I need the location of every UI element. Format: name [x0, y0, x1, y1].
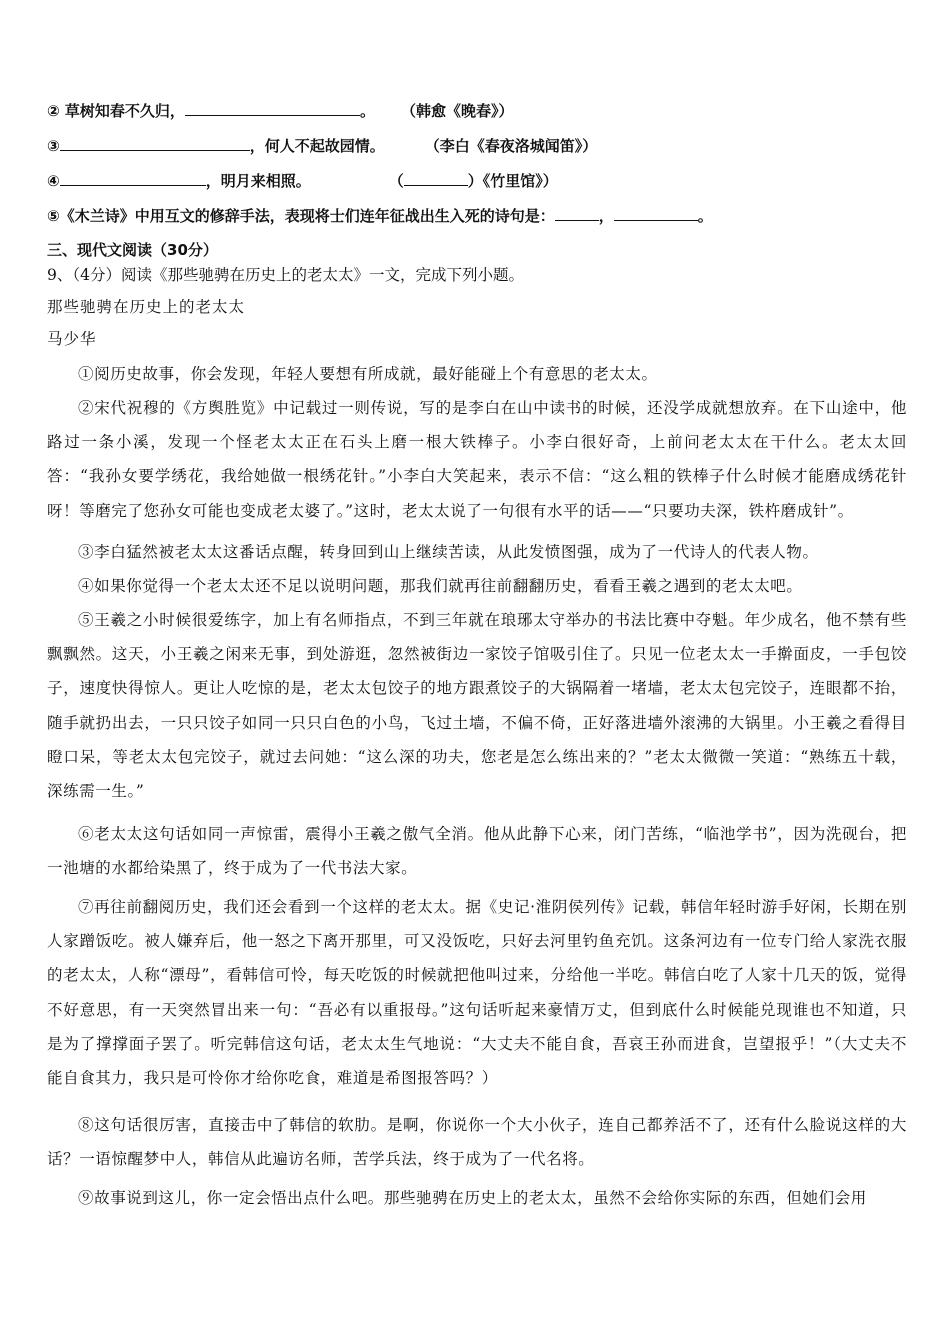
q5-answer-blank-1[interactable] [555, 206, 599, 221]
paragraph-6: ⑥老太太这句话如同一声惊雷，震得小王羲之傲气全消。他从此静下心来，闭门苦练，“临池学书”，因为洗砚台，把一池塘的水都给染黑了，终于成为了一代书法大家。 [47, 825, 907, 878]
q2-source: （韩愈《晚春》） [400, 102, 514, 120]
paragraph-8: ⑧这句话很厉害，直接击中了韩信的软肋。是啊，你说你一个大小伙子，连自己都养活不了，还有什么脸说这样的大话？一语惊醒梦中人，韩信从此遍访名师，苦学兵法，终于成为了一代名将。 [47, 1116, 907, 1169]
q3-source: （李白《春夜洛城闻笛》） [424, 137, 598, 155]
q2-answer-blank[interactable] [185, 101, 360, 116]
paragraph-1: ①阅历史故事，你会发现，年轻人要想有所成就，最好能碰上个有意思的老太太。 [78, 365, 658, 383]
paragraph-3: ③李白猛然被老太太这番话点醒，转身回到山上继续苦读，从此发愤图强，成为了一代诗人的代表人物。 [78, 543, 819, 561]
q5-middle: ， [598, 207, 614, 225]
paragraph-7: ⑦再往前翻阅历史，我们还会看到一个这样的老太太。据《史记·淮阴侯列传》记载，韩信年轻时游手好闲，长期在别人家蹭饭吃。被人嫌弃后，他一怒之下离开那里，可又没饭吃，只好去河里钓鱼充饥。这条河边有一位专门给人家洗衣服的老太太，人称“漂母”，看韩信可怜，每天吃饭的时候就把他叫过来，分给他一半吃。韩信白吃了人家十几天的饭，觉得不好意思，有一天突然冒出来一句：“吾必有以重报母。”这句话听起来豪情万丈，但到底什么时候能兑现谁也不知道，只是为了撑撑面子罢了。听完韩信这句话，老太太生气地说：“大丈夫不能自食，吾哀王孙而进食，岂望报乎！”（大丈夫不能自食其力，我只是可怜你才给你吃食，难道是希图报答吗？） [47, 898, 907, 1088]
q5-answer-blank-2[interactable] [614, 206, 698, 221]
q4-answer-blank[interactable] [60, 171, 206, 186]
q5-suffix: 。 [697, 207, 713, 225]
paragraph-2: ②宋代祝穆的《方舆胜览》中记载过一则传说，写的是李白在山中读书的时候，还没学成就想放弃。在下山途中，他路过一条小溪，发现一个怪老太太正在石头上磨一根大铁棒子。小李白很好奇，上前问老太太在干什么。老太太回答：“我孙女要学绣花，我给她做一根绣花针。”小李白大笑起来，表示不信：“这么粗的铁棒子什么时候才能磨成绣花针呀！等磨完了您孙女可能也变成老太婆了。”这时，老太太说了一句很有水平的话——“只要功夫深，铁杵磨成针”。 [47, 399, 907, 520]
article-title: 那些驰骋在历史上的老太太 [47, 298, 246, 316]
fill-blank-q4 [47, 171, 558, 191]
q4-author-blank[interactable] [404, 171, 468, 186]
q4-source-close: ）《竹里馆》） [467, 172, 558, 190]
q4-prefix: ④ [47, 172, 60, 190]
q3-prefix: ③ [47, 137, 60, 155]
q4-suffix: ，明月来相照。 [205, 172, 311, 190]
fill-blank-q2 [47, 101, 513, 121]
q5-prefix: ⑤《木兰诗》中用互文的修辞手法，表现将士们连年征战出生入死的诗句是： [47, 207, 555, 225]
fill-blank-q3 [47, 136, 597, 156]
q3-answer-blank[interactable] [60, 136, 250, 151]
question-prompt: 9、（4分）阅读《那些驰骋在历史上的老太太》一文，完成下列小题。 [47, 266, 524, 284]
paragraph-5: ⑤王羲之小时候很爱练字，加上有名师指点，不到三年就在琅琊太守举办的书法比赛中夺魁。年少成名，他不禁有些飘飘然。这天，小王羲之闲来无事，到处游逛，忽然被街边一家饺子馆吸引住了。只见一位老太太一手擀面皮，一手包饺子，速度快得惊人。更让人吃惊的是，老太太包饺子的地方跟煮饺子的大锅隔着一堵墙，老太太包完饺子，连眼都不抬，随手就扔出去，一只只饺子如同一只只白色的小鸟，飞过土墙，不偏不倚，正好落进墙外滚沸的大锅里。小王羲之看得目瞪口呆，等老太太包完饺子，就过去问她：“这么深的功夫，您老是怎么练出来的？”老太太微微一笑道：“熟练五十载，深练需一生。” [47, 611, 907, 801]
q2-prefix: ② 草树知春不久归， [47, 102, 185, 120]
q3-suffix: ，何人不起故园情。 [249, 137, 385, 155]
paragraph-4: ④如果你觉得一个老太太还不足以说明问题，那我们就再往前翻翻历史，看看王羲之遇到的老太太吧。 [78, 577, 803, 595]
fill-blank-q5 [47, 206, 713, 226]
section-heading: 三、现代文阅读（30分） [47, 241, 218, 259]
article-author: 马少华 [47, 330, 97, 348]
q2-suffix: 。 [359, 102, 375, 120]
q4-source-open: （ [388, 172, 404, 190]
paragraph-9: ⑨故事说到这儿，你一定会悟出点什么吧。那些驰骋在历史上的老太太，虽然不会给你实际的东西，但她们会用 [78, 1189, 867, 1207]
